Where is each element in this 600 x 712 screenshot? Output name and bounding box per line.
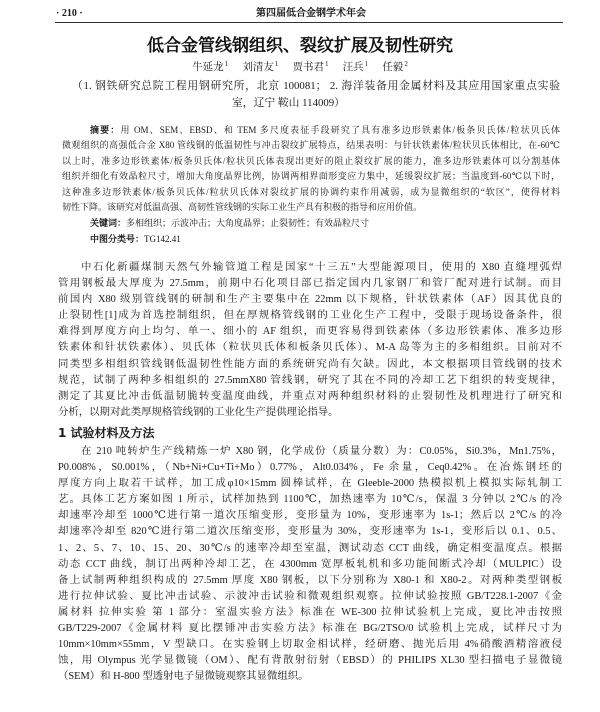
clc-label: 中图分类号： (90, 234, 145, 245)
author (342, 59, 369, 73)
body-line: 艺。具体工艺方案如图 1 所示，试样加热到 1100℃，加热速率为 10℃/s，保温 3 分钟以 2℃/s 的冷 (58, 494, 562, 506)
body-line: 1、2、5、7、10、15、20、30℃/s 的速率冷却至室温，测试动态 CCT 曲线，确定相变温度点。根据 (58, 542, 562, 554)
body-line: 规范，试制了两种多相组织的 27.5mmX80 管线钢，研究了其在不同的冷却工艺下组织的转变规律， (58, 374, 562, 386)
abstract-text: 用 OM、SEM、EBSD、和 TEM 多尺度表征手段研究了具有准多边形铁素体/板条贝氏体/粒状贝氏体 (120, 124, 560, 135)
intro-paragraph (58, 260, 562, 421)
body-line: P0.008%，S0.001%，（Nb+Ni+Cu+Ti+Mo）0.77%，Alt0.034%，Fe 余量，Ceq0.42%。在冶炼钢坯的 (58, 462, 562, 474)
body-line: 属材料 拉伸实验 第 1 部分：室温实验方法》标准在 WE-300 拉伸试验机上完成，夏比冲击按照 (58, 606, 562, 618)
abstract (62, 123, 560, 216)
body-line: 同类型多相组织管线钢低温韧性性能方面的系统研究尚有欠缺。因此，本文根据项目管线钢的技术 (58, 358, 562, 370)
body-line: 前国内 X80 级别管线钢的研制和生产主要集中在 22mm 以下规格，针状铁素体（AF）因其优良的 (58, 294, 562, 306)
author-name: 任毅 (382, 62, 404, 73)
author-affiliation-mark: 2 (404, 59, 408, 68)
page-number: · 210 · (56, 8, 83, 19)
classification (90, 232, 560, 248)
body-line: （SEM）和 H-800 型透射电子显微镜观察其显微组织。 (58, 671, 309, 683)
body-line: 分析，以期对此类厚规格管线钢的工业化生产提供理论指导。 (58, 406, 339, 418)
author-name: 刘清友 (242, 62, 274, 73)
page-header (56, 7, 562, 21)
body-line: 蚀，用 Olympus 光学显微镜（OM）、配有背散射衍射（EBSD）的 PHILIPS XL30 型扫描电子显微镜 (58, 655, 562, 667)
abstract-line: 以上时，准多边形铁素体/板条贝氏体/粒状贝氏体表现出更好的阻止裂纹扩展的能力，准多边形铁素体可以分割基体 (62, 155, 560, 166)
body-line: 难得到厚度方向上均匀、单一、细小的 AF 组织，而更容易得到铁素体（多边形铁素体、准多边形 (58, 326, 562, 338)
clc-code: TG142.41 (144, 233, 181, 244)
body-line: 却速率冷却至 820℃进行第二道次压缩变形，变形量为 30%，变形速率为 1s-1，变形后以 0.1、0.5、 (58, 526, 562, 538)
author-name: 牛延龙 (192, 62, 224, 73)
author-affiliation-mark: 1 (325, 59, 329, 68)
body-line: 测定了其夏比冲击低温韧脆转变温度曲线，并重点对两种组织材料的止裂韧性及机理进行了研究和 (58, 390, 562, 402)
author-name: 汪兵 (342, 62, 364, 73)
affiliation-line: 室，辽宁 鞍山 114009） (232, 97, 345, 109)
body-line: 却速率冷却至 1000℃进行第一道次压缩变形，变形量为 10%，变形速率为 1s-1；然后以 2℃/s 的冷 (58, 510, 562, 522)
author-affiliation-mark: 1 (274, 59, 279, 68)
author (292, 59, 329, 73)
abstract-label: 摘要： (90, 125, 121, 136)
body-line: 止裂韧性[1]成为首选控制组织，但在厚规格管线钢的工业化生产工程中，受限于现场设备条件，很 (58, 310, 562, 322)
paper-title: 低合金管线钢组织、裂纹扩展及韧性研究 (147, 36, 453, 56)
abstract-line: 这种准多边形铁素体/板条贝氏体/粒状贝氏体对裂纹扩展的协调约束作用减弱，成为显微组织的“软区”，使得材料 (62, 186, 560, 197)
abstract-line: 微观组织的高强低合金 X80 管线钢的低温韧性与冲击裂纹扩展特点，结果表明：与针状铁素体/粒状贝氏体相比，在-60℃ (62, 140, 560, 150)
body-line: 进行拉伸试验、夏比冲击试验、示波冲击试验和微观组织观察。拉伸试验按照 GB/T228.1-2007《金 (58, 590, 562, 602)
author-list (0, 61, 600, 75)
body-line: 铁素体和针状铁素体）、贝氏体（粒状贝氏体和板条贝氏体）、M-A 岛等为主的多相组织。目前对不 (58, 342, 562, 354)
author (242, 59, 279, 73)
conference-name: 第四届低合金钢学术年会 (256, 8, 366, 19)
keywords-label: 关键词： (90, 218, 127, 229)
header-rule (55, 22, 563, 23)
body-line: 备上试制两种组织构成的 27.5mm 厚度 X80 钢板，以下分别称为 X80-1 和 X80-2。对两种类型钢板 (58, 574, 562, 586)
author-affiliation-mark: 1 (364, 59, 369, 68)
body-line: GB/T229-2007《金属材料 夏比摆锤冲击实验方法》标准在 BG/2TSO/0 试验机上完成，试样尺寸为 (58, 623, 562, 635)
methods-paragraph (58, 444, 562, 685)
author-affiliation-mark: 1 (224, 59, 229, 68)
section-heading: 1 试验材料及方法 (58, 425, 155, 440)
body-line: 动态 CCT 曲线，制订出两种冷却工艺，在 4300mm 宽厚板轧机和多功能间断式冷却（MULPIC）设 (58, 558, 562, 570)
body-line: 中石化新疆煤制天然气外输管道工程是国家“十三五”大型能源项目，使用的 X80 直缝埋弧焊 (81, 262, 562, 273)
abstract-line (62, 123, 560, 139)
author-name: 贾书君 (292, 62, 324, 73)
abstract-line: 组织并细化有效晶粒尺寸，增加大角度晶界比例，协调两相界面形变应力集中，延缓裂纹扩展；当温度到-60℃以下时， (62, 171, 560, 181)
body-line: 管用钢板最大厚度为 27.5mm，前期中石化项目部已指定国内几家钢厂和管厂配对进行试制。而目 (58, 278, 562, 290)
keywords (90, 216, 560, 232)
affiliation-line: （1. 钢铁研究总院工程用钢研究所，北京 100081； 2. 海洋装备用金属材料及其应用国家重点实验 (72, 80, 560, 92)
body-line: 10mm×10mm×55mm，V 型缺口。在实验钢上切取金相试样，经研磨、抛光后用 4%硝酸酒精溶液侵 (58, 639, 562, 651)
keywords-text: 多相组织；示波冲击；大角度晶界；止裂韧性；有效晶粒尺寸 (126, 217, 370, 228)
abstract-line: 韧性下降。该研究对低温高强、高韧性管线钢的实际工业生产具有积极的指导和应用价值。 (62, 202, 423, 212)
body-line: 在 210 吨转炉生产线精炼一炉 X80 钢，化学成份（质量分数）为：C0.05%，Si0.3%，Mn1.75%， (81, 446, 562, 457)
body-line: 厚度方向上取若干试样，加工成φ10×15mm 圆棒试样，在 Gleeble-2000 热模拟机上模拟实际轧制工 (58, 478, 562, 490)
author (382, 59, 408, 73)
author (192, 59, 229, 73)
